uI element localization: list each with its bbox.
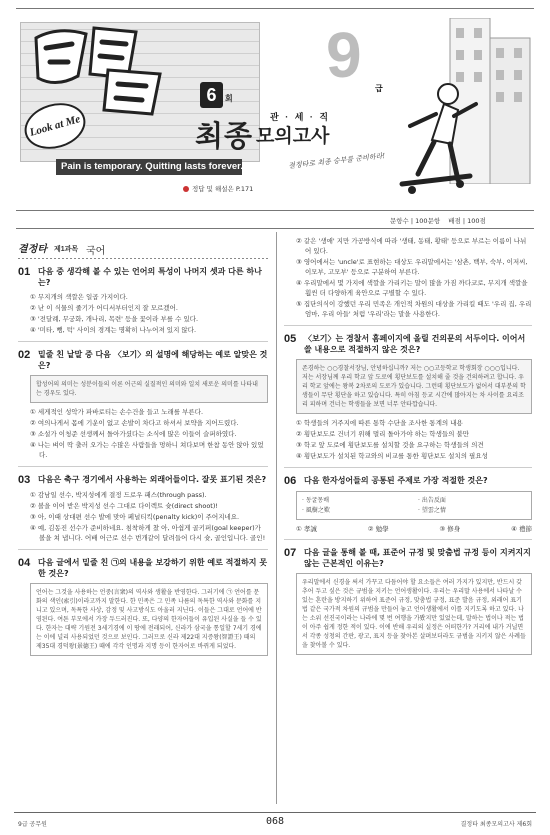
- question-stem: 다음 한자성어들의 공통된 주제로 가장 적절한 것은?: [304, 476, 488, 485]
- page-footer: [0, 806, 550, 835]
- question-divider: [18, 466, 268, 467]
- choice-item[interactable]: ④ 나는 벼이 딱 출러 오가는 수많은 사람들을 멍하니 쳐다보며 한참 동안 앉아 있었다.: [30, 441, 264, 459]
- question-stem: 밑줄 친 낱말 중 다음 〈보기〉의 설명에 해당하는 예로 알맞은 것은?: [38, 350, 268, 370]
- question-number: 05: [284, 333, 297, 345]
- idiom-item: · 風樹之歎: [302, 507, 330, 514]
- title-regular: 모의고사: [256, 125, 330, 147]
- total-score: 배점 | 100점: [448, 217, 486, 225]
- choice-item[interactable]: ② 여의나게서 몸에 기운이 없고 손발이 차다고 하셔서 보약을 지어드렸다.: [30, 419, 239, 427]
- reference-box: 존경하는 ○○경찰서장님, 안녕하십니까? 저는 ○○고등학교 학생회장 ○○○입니다. 저는 서장님께 우리 학교 앞 도로에 횡단보도를 설치해 줄 것을 건의하려고 합니다. 우리 학교 앞에는 왕복 2차로의 도로가 있습니다. 그런데 횡단보도가 없어서 대부분의 학생들이 무단 횡단을 하고 있습니다. 특히 아침 등교 시간에 많아지는 차 사이를 요리조리 피하며 건너는 학생들을 보면 너무 안타깝습니다.: [296, 359, 532, 414]
- footer-rule: [14, 812, 536, 813]
- red-dot-icon: [183, 186, 189, 192]
- question-stem: 〈보기〉는 경찰서 홈페이지에 올릴 건의문의 서두이다. 이어서 쓸 내용으로 적절하지 않은 것은?: [304, 334, 526, 354]
- idiom-item: · 望雲之情: [418, 507, 446, 514]
- header-meta-rule: [16, 228, 534, 229]
- choice-list: [296, 236, 532, 319]
- choice-item[interactable]: ③ 영어에서는 'uncle'로 표현하는 대상도 우리말에서는 '삼촌, 백부, 숙부, 이저씨, 이모부, 고모부' 등으로 구분하여 부른다.: [296, 258, 528, 276]
- question-number: 02: [18, 349, 31, 361]
- question-divider: [284, 467, 532, 468]
- choice-list: [30, 292, 268, 335]
- choice-item[interactable]: ② 勉學: [367, 525, 389, 533]
- choice-item[interactable]: ① 세게적인 성악가 파바로티는 손수건을 들고 노래를 부른다.: [30, 408, 204, 416]
- header-top-rule: [16, 8, 534, 9]
- choice-list: [30, 407, 268, 460]
- question-03: [18, 474, 268, 543]
- question-divider: [284, 325, 532, 326]
- question-06: [284, 475, 532, 533]
- question-divider: [18, 549, 268, 550]
- motto-text: 결정타로 최종 승부를 준비하라!: [287, 151, 386, 171]
- choice-item[interactable]: ④ 禮節: [511, 525, 532, 533]
- answer-reference: 정답 및 해설은 P.171: [183, 184, 253, 193]
- idiom-box: [296, 491, 532, 520]
- round-suffix: 회: [225, 94, 233, 103]
- choice-item[interactable]: ④ 횡단보도가 설치된 학교와의 비교를 통한 횡단보도 설치의 필요성: [296, 452, 488, 460]
- question-05: [284, 333, 532, 461]
- reference-box: 합성어의 의미는 성분이들의 이론 어근의 실질적인 의미와 일치 새로운 의미를 나타내는 경우도 있다.: [30, 375, 268, 403]
- choice-item[interactable]: ② 횡단보도로 건너기 위해 멀리 돌아가야 하는 학생들의 불만: [296, 430, 470, 438]
- question-02: [18, 349, 268, 460]
- choice-item[interactable]: ③ 학교 앞 도로에 횡단보도를 설치할 것을 요구하는 학생들의 의견: [296, 441, 484, 449]
- choice-item[interactable]: ③ 修身: [439, 525, 461, 533]
- question-number: 03: [18, 474, 31, 486]
- choice-item[interactable]: ① 학생들의 거주지에 따른 통학 수단을 조사한 통계의 내용: [296, 419, 463, 427]
- choice-item[interactable]: ② 볼을 이어 받은 박지성 선수 그대로 다이렉트 슛(direct shoot)!: [30, 502, 218, 510]
- choice-item[interactable]: ② 같은 '생애' 지만 가공방식에 따라 '생태, 동태, 황태' 등으로 부르는 이름이 나뉘어 있다.: [296, 237, 527, 255]
- skateboarder-illustration: [396, 80, 482, 210]
- question-04: [18, 557, 268, 656]
- choice-item[interactable]: ① 무지개의 색깔은 일곱 가지이다.: [30, 293, 128, 301]
- section-header: [18, 238, 268, 266]
- column-divider: [276, 232, 277, 804]
- logo-graffiti: [28, 18, 178, 118]
- choice-item[interactable]: ③ 아, 이때 상대편 선수 발에 맞아 페널티킥(penalty kick)이 주어지네요.: [30, 513, 240, 521]
- question-stem: 다음 중 생각해 볼 수 있는 언어의 특성이 나머지 셋과 다른 하나는?: [38, 267, 262, 287]
- idiom-item: · 동굴몽배: [302, 497, 329, 504]
- grade-label: 급: [375, 84, 383, 93]
- footer-right-text: 결정타 최종모의고사 제6회: [460, 821, 532, 828]
- question-divider: [18, 341, 268, 342]
- question-count: 문항수 | 100문항: [390, 217, 441, 225]
- grade-number: 9: [326, 19, 362, 91]
- question-stem: 다음은 축구 경기에서 사용하는 외래어들이다. 잘못 표기된 것은?: [38, 475, 267, 484]
- choice-item[interactable]: ③ '전달례, 무궁화, 개나리, 목련' 등을 꽃이라 부를 수 있다.: [30, 315, 199, 323]
- header-bottom-rule: [16, 210, 534, 211]
- question-number: 01: [18, 266, 31, 278]
- right-column: [284, 236, 532, 660]
- left-column: [18, 238, 268, 661]
- question-divider: [284, 539, 532, 540]
- look-at-me-badge: Look at Me: [19, 96, 91, 155]
- choice-item[interactable]: ① 孝誠: [296, 525, 317, 533]
- question-stem: 다음 글을 통해 볼 때, 표준어 규정 및 맞춤법 규정 등이 지켜지지 않는 근본적인 이유는?: [304, 548, 531, 568]
- question-number: 07: [284, 547, 297, 559]
- slogan-banner: Pain is temporary. Quitting lasts forever.: [56, 159, 242, 175]
- choice-list: [296, 418, 532, 461]
- exam-meta: [390, 216, 492, 225]
- choice-item[interactable]: ④ 우리말에서 몇 가지에 색깔을 가리키는 말이 많을 가짐 까다코로, 무지개 색깔을 훨씬 더 다양하게 육안으로 구별할 수 있다.: [296, 279, 528, 297]
- subject-label: 관 · 세 · 직: [270, 112, 331, 122]
- choice-row: [296, 524, 532, 533]
- section-brand: 결정타: [18, 244, 47, 255]
- page-number: 068: [265, 816, 285, 827]
- question-number: 04: [18, 557, 31, 569]
- idiom-item: · 出告反面: [418, 497, 446, 504]
- passage-box: 우리말에서 신경을 써서 가꾸고 다듬어야 할 요소들은 여러 가지가 있지만, 반드시 갖추어 두고 싶은 것은 규범을 지키는 언어생활이다. 우리는 우리말 사용에서 나타날 수 있는 혼란을 방지하기 위하여 표준어 규정, 맞춤법 규정, 표준 발음 규정, 외래어 표기법 같은 국가적 차원의 규범을 만들어 놓고 언어생활에서 이를 지키도록 하고 있다. 나는 소위 선진국이라는 나라에 몇 번 여행을 가봤지만 있었는데, 말하는 법이나 적는 법이 아주 쉽게 정한 적이 있다. 이에 반해 우리의 실정은 어떠한가? 거리에 내가 거닐면서 각종 성청의 간판, 광고, 표지 등을 찾아본 살펴보더라도 규범을 지키지 않은 사례들을 찾아볼 수 있다.: [296, 573, 532, 655]
- title-bold: 최종: [195, 119, 254, 153]
- choice-item[interactable]: ① 감남일 선수, 박지성에게 결정 드로우 패스(through pass).: [30, 491, 207, 499]
- question-number: 06: [284, 475, 297, 487]
- question-01: [18, 266, 268, 335]
- choice-item[interactable]: ④ '미타, 뺑, 턱' 사이의 경계는 명확히 나누어져 있지 않다.: [30, 326, 197, 334]
- round-number: 6: [200, 82, 223, 108]
- choice-item[interactable]: ③ 소설가 이청준 선생께서 돌아가셨다는 소식에 많은 이들이 슬퍼하였다.: [30, 430, 237, 438]
- passage-box: 언어는 그것을 사용하는 언중(言衆)의 역사와 생활을 반영한다. 그러기에 ㉠ 언어를 문화의 색인(索引)이라고까지 말한다. 한 민족은 그 민족 나름의 독특한 역사와 문화를 지니고 있으며, 독특한 사상, 감정 및 사고방식도 아울러 지닌다. 이들은 그대로 언어에 반영된다. 여튼 부모에서 가장 두드러진다. 또, 다양의 한자어들이 유입된 사실을 들 수 있다. 한자는 대략 기원전 3세기경에 이 땅에 전래되어, 신라가 삼국을 통일할 7세기 경에는 이에 널리 사용되었던 것으로 보인다. 그러므로 신라 제22대 지증왕(智證王) 때의 제35대 경덕왕(景德王) 때에 각각 인명과 지명 등이 한자어로 바뀌게 되었다.: [30, 583, 268, 656]
- section-rule: [18, 258, 268, 259]
- choice-item[interactable]: ② 난 이 식물의 줄기가 어디서부터인지 잘 모르겠어.: [30, 304, 178, 312]
- footer-left-text: 9급 공무원: [18, 821, 47, 828]
- question-07: [284, 547, 532, 655]
- question-stem: 다음 글에서 밑줄 친 ㉠의 내용을 보강하기 위한 예로 적절하지 못한 것은?: [38, 558, 268, 578]
- choice-list: [30, 490, 268, 543]
- exam-header: [0, 0, 550, 236]
- section-tag: 제1과목: [54, 246, 79, 253]
- section-name: 국어: [86, 246, 106, 257]
- question-04-continued: [284, 236, 532, 319]
- choice-item[interactable]: ⑤ 집단의식이 강했던 우리 민족은 개인적 차원의 대상을 가리킬 때도 '우리 집, 우리 엄마, 우리 아들' 처럼 '우리'라는 말을 사용한다.: [296, 300, 532, 318]
- choice-item[interactable]: ④ 예, 김동진 선수가 준비하네요. 침착하게 찼 아, 아쉽게 골키퍼(goal keeper)가 볼을 쳐 냅니다. 어배 어근로 선수 번개같이 달려들어 다시 슛, 골인입니다. 골인!: [30, 524, 266, 542]
